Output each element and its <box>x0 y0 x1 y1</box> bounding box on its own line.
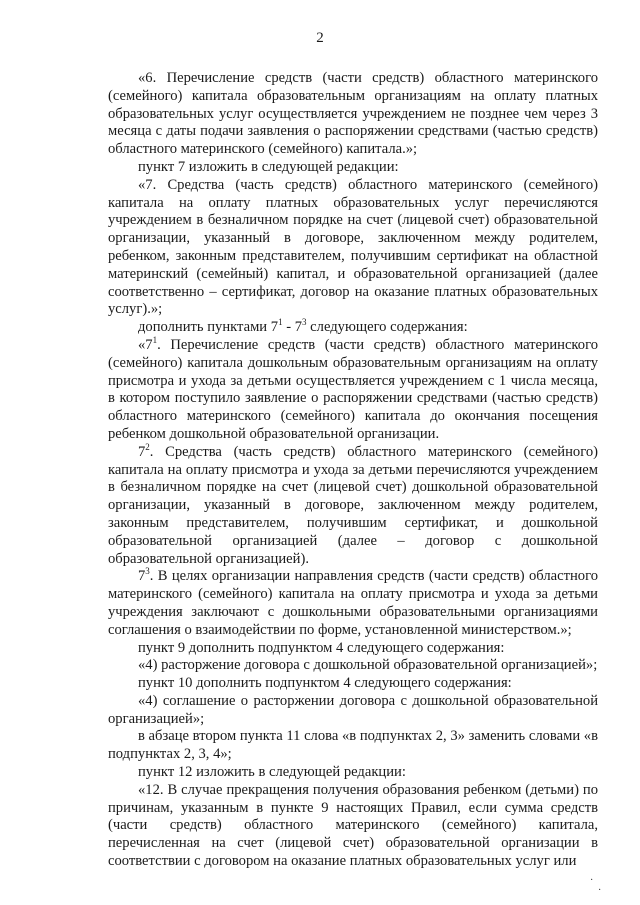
text-segment: дополнить пунктами 7 <box>138 319 279 336</box>
paragraph-instruction-7-1-7-3 <box>108 319 598 337</box>
page-number: 2 <box>316 30 324 46</box>
paragraph-10-subitem-4: «4) соглашение о расторжении договора с дошкольной образовательной организацией»; <box>108 692 598 727</box>
paragraph-7-1 <box>108 337 598 444</box>
superscript: 3 <box>302 317 307 328</box>
text-segment: 7 <box>138 568 146 585</box>
text-segment: 7 <box>138 443 146 460</box>
scan-mark: · <box>598 885 602 896</box>
text-segment: следующего содержания: <box>306 319 468 336</box>
text-segment: . Перечисление средств (части средств) областного материнского (семейного) капитала дошкольным образовательным организациям на оплату присмотра и ухода за детьми осуществляется учреждением с 1 числа месяца, в котором поступило заявление о распоряжении средствами (частью средств) областного материнского (семейного) капитала до окончания посещения ребенком дошкольной образовательной организации. <box>108 336 598 442</box>
paragraph-6: «6. Перечисление средств (части средств) областного материнского (семейного) капитала образовательным организациям на оплату платных образовательных услуг осуществляется учреждением не позднее чем через 3 месяца с даты подачи заявления о распоряжении средствами (частью средств) областного материнского (семейного) капитала.»; <box>108 70 598 158</box>
paragraph-instruction-12: пункт 12 изложить в следующей редакции: <box>138 764 406 781</box>
paragraph-7-2 <box>108 441 598 569</box>
text-segment: . Средства (часть средств) областного материнского (семейного) капитала на оплату присмотра и ухода за детьми перечисляются учреждением в безналичном порядке на счет (лицевой счет) дошкольной образовательной организации, указанный в договоре, заключенном между родителем, законным представителем, получившим сертификат, и дошкольной образовательной организацией (далее – договор с дошкольной образовательной организацией). <box>108 443 598 567</box>
superscript: 1 <box>152 335 158 346</box>
text-segment: . В целях организации направления средств (части средств) областного материнского (семейного) капитала на оплату присмотра и ухода за детьми учреждения заключают с дошкольными образовательными организациями соглашения о взаимодействии по форме, установленной министерством.»; <box>108 568 598 638</box>
superscript: 1 <box>278 317 283 328</box>
paragraph-7-3 <box>108 568 598 639</box>
text-segment: «7 <box>138 336 153 353</box>
paragraph-12: «12. В случае прекращения получения образования ребенком (детьми) по причинам, указанным в пункте 9 настоящих Правил, если сумма средств (части средств) областного материнского (семейного) капитала, перечисленная на счет (лицевой счет) образовательной организации в соответствии с договором на оказание платных образовательных услуг или <box>108 781 598 870</box>
superscript: 2 <box>145 441 150 452</box>
superscript: 3 <box>145 566 150 577</box>
paragraph-instruction-11: в абзаце втором пункта 11 слова «в подпунктах 2, 3» заменить словами «в подпунктах 2, 3, 4»; <box>108 728 598 763</box>
paragraph-9-subitem-4: «4) расторжение договора с дошкольной образовательной организацией»; <box>138 657 598 674</box>
text-segment: - 7 <box>282 319 303 336</box>
paragraph-instruction-10: пункт 10 дополнить подпунктом 4 следующего содержания: <box>138 675 512 692</box>
paragraph-instruction-7: пункт 7 изложить в следующей редакции: <box>138 158 399 175</box>
document-body <box>108 70 598 871</box>
paragraph-instruction-9: пункт 9 дополнить подпунктом 4 следующего содержания: <box>138 639 505 656</box>
paragraph-7: «7. Средства (часть средств) областного материнского (семейного) капитала на оплату платных образовательных услуг перечисляются учреждением в безналичном порядке на счет (лицевой счет) образовательной организации, указанный в договоре, заключенном между родителем, ребенком, законным представителем, получившим сертификат на областной материнский (семейный) капитал, и образовательной организацией (далее соответственно – сертификат, договор на оказание платных образовательных услуг).»; <box>108 176 598 318</box>
scan-mark: · <box>590 875 594 886</box>
